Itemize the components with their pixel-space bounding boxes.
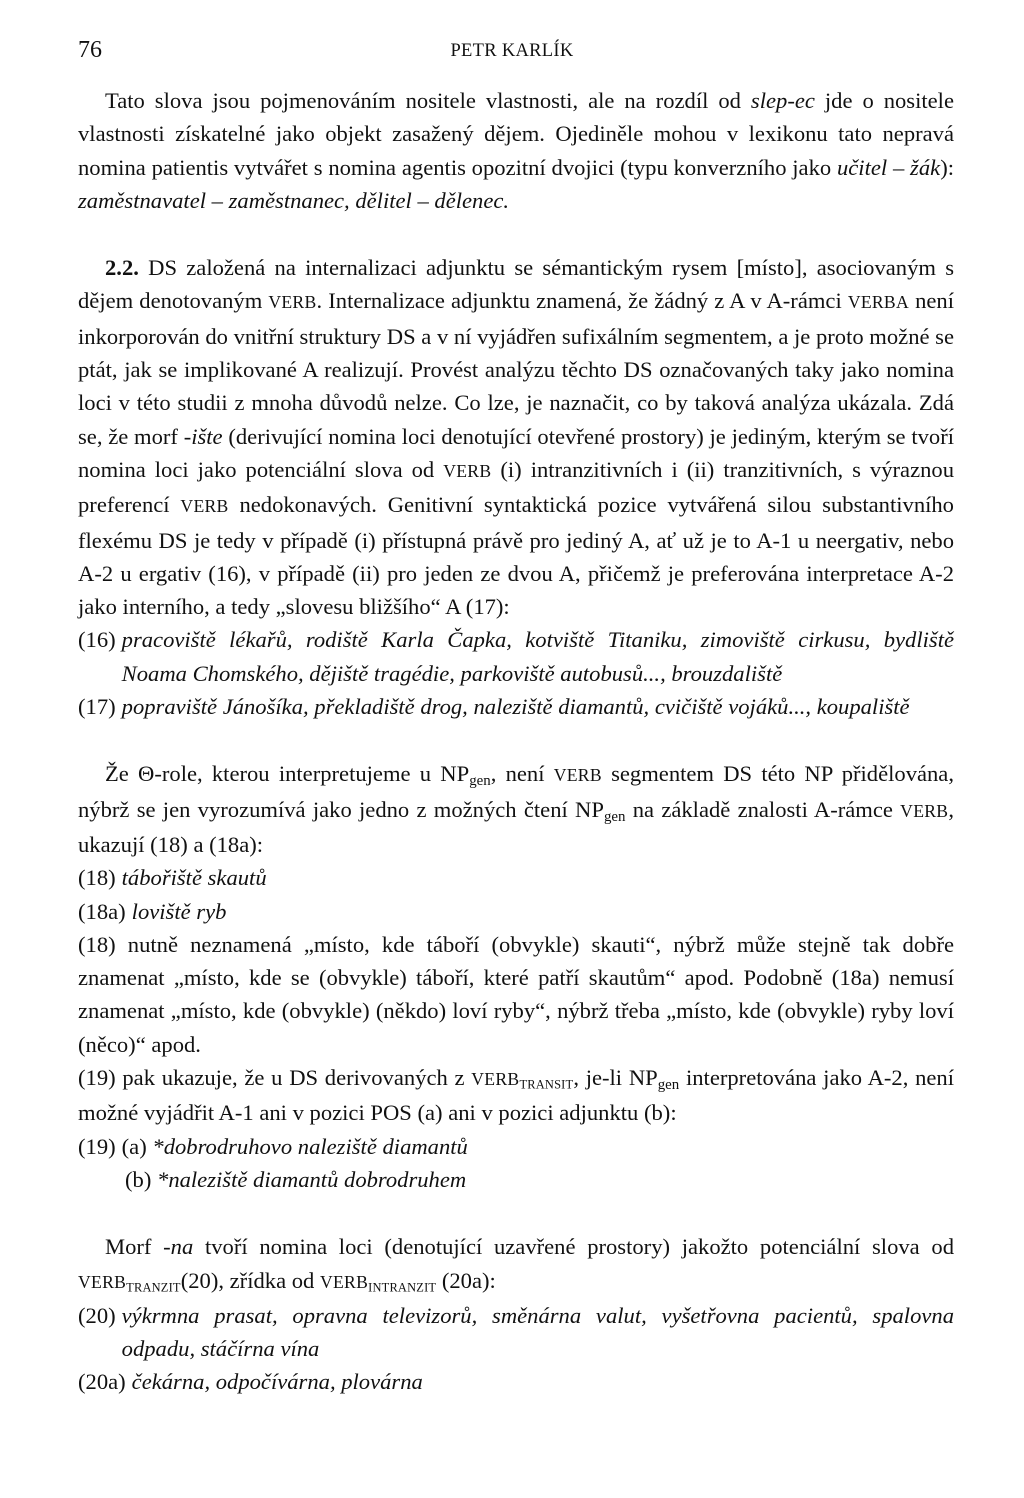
p5-text-c: interpretována jako A-2, není možné vyjádřit A-1 ani v pozici POS (a) ani v pozici adjunktu (b): [78,1065,954,1126]
example-text-b: *naleziště diamantů dobrodruhem [157,1166,467,1192]
p1-term-ucitel-zak: učitel – žák [836,154,941,180]
p2-verb-2: VERB [443,460,492,481]
p1-text-a: Tato slova jsou pojmenováním nositele vlastnosti, ale na rozdíl od [105,88,751,113]
example-17 [78,690,954,723]
p5-text-a: (19) pak ukazuje, že u DS derivovaných z [78,1065,472,1091]
p3-verb-1: VERB [553,765,602,786]
example-text: čekárna, odpočívárna, plovárna [131,1369,423,1395]
example-text: pracoviště lékařů, rodiště Karla Čapka, kotviště Titaniku, zimoviště cirkusu, bydliště Noama Chomského, dějiště tragédie, parkoviště autobusů..., brouzdaliště [121,627,954,686]
p6-verb-2: VERB [319,1271,369,1292]
example-text: tábořiště skautů [121,865,267,891]
example-18 [78,861,954,894]
p1-text-c: jde o nositele vlastnosti získatelné jako objekt zasažený dějem. Ojediněle mohou v lexikonu tato nepravá nomina patientis vytvářet s nomina agentis opozitní dvojici (typu konverzního jako [78,88,954,180]
p2-text-6: nedokonavých. Genitivní syntaktická pozice vytvářená silou substantivního flexému DS je tedy v případě (i) přístupná právě pro jediný A, ať už je to A-1 u neergativ, nebo A-2 u ergativ (16), v případě (ii) pro jeden ze dvou A, přičemž je preferována interpretace A-2 jako interního, a tedy „slovesu bližšího“ A (17): [78,492,954,620]
p2-text-5: (i) intranzitivních i (ii) tranzitivních, s výraznou preferencí [78,456,954,518]
example-20 [78,1299,954,1366]
page-body [78,84,954,1399]
p6-morf-na: -na [163,1234,194,1260]
paragraph-2 [78,251,954,623]
p3-text-b: , není [490,761,554,787]
example-label: (19) [78,1133,116,1159]
example-label: (16) [78,627,116,653]
p3-subscript-gen-2: gen [603,808,626,825]
paragraph-5 [78,1061,954,1130]
p2-morf-iste: -ište [183,423,223,449]
example-text-a: *dobrodruhovo naleziště diamantů [152,1133,468,1159]
p5-subscript-transit: TRANSIT [519,1077,574,1092]
p2-text-2: . Internalizace adjunktu znamená, že žádný z A v A-rámci [316,288,848,314]
p2-verb-3: VERB [180,496,229,517]
p3-text-d: na základě znalosti A-rámce [625,796,901,822]
example-19b [78,1163,954,1196]
example-text: popraviště Jánošíka, překladiště drog, naleziště diamantů, cvičiště vojáků..., koupaliště [121,694,910,720]
paragraph-1 [78,84,954,217]
example-sublabel-a: (a) [121,1133,147,1159]
p2-verb-1: VERB [268,292,317,313]
p3-text-a: Že Θ-role, kterou interpretujeme u NP [105,761,470,787]
paragraph-4: (18) nutně neznamená „místo, kde táboří (obvykle) skauti“, nýbrž může stejně tak dobře znamenat „místo, kde se (obvykle) táboří, které patří skautům“ apod. Podobně (18a) nemusí znamenat „místo, kde (obvykle) (někdo) loví ryby“, nýbrž třeba „místo, kde (obvykle) ryby loví (něco)“ apod. [78,931,954,1057]
p6-subscript-intranzit: INTRANZIT [368,1280,437,1295]
p5-subscript-gen: gen [657,1077,680,1094]
example-sublabel-b: (b) [125,1166,152,1192]
example-label: (17) [78,694,116,720]
p3-verb-2: VERB [900,800,949,821]
p6-text-d: (20a): [436,1267,496,1293]
p3-text-c: segmentem DS této NP přidělována, nýbrž se jen vyrozumívá jako jedno z možných čtení NP [78,761,954,822]
p5-text-b: , je-li NP [573,1065,658,1091]
example-20a [78,1365,954,1398]
example-text: loviště ryb [131,898,227,924]
example-19a [78,1130,954,1163]
example-label: (20a) [78,1369,126,1395]
p1-term-slepec: slep-ec [750,88,815,113]
p6-text-b: tvoří nomina loci (denotující uzavřené prostory) jakožto potenciální slova od [193,1234,954,1260]
example-text: výkrmna prasat, opravna televizorů, směnárna valut, vyšetřovna pacientů, spalovna odpadu, stáčírna vína [121,1302,954,1362]
example-16 [78,623,954,690]
p6-verb-1: VERB [78,1271,127,1292]
section-number: 2.2. [105,255,139,281]
p6-text-c: (20), zřídka od [180,1267,320,1293]
p2-verba: VERBA [847,292,909,313]
p5-verb: VERB [471,1069,520,1090]
p1-text-e: ): [940,154,954,180]
example-label: (18) [78,865,116,891]
p1-term-examples: zaměstnavatel – zaměstnanec, dělitel – dělenec. [78,187,510,213]
p2-text-3: není inkorporován do vnitřní struktury DS a v ní vyjádřen sufixálním segmentem, a je proto možné se ptát, jak se implikované A realizují. Provést analýzu těchto DS označovaných taky jako nomina loci v této studii z mnoha důvodů nelze. Co lze, je naznačit, co by taková analýza ukázala. Zdá se, že morf [78,288,954,449]
running-head: PETR KARLÍK [450,41,574,61]
example-label: (18a) [78,898,126,924]
paragraph-6 [78,1230,954,1299]
p2-text-1: DS založená na internalizaci adjunktu se sémantickým rysem [místo], asociovaným s dějem denotovaným [78,255,954,314]
p3-subscript-gen: gen [469,773,491,790]
p6-text-a: Morf [105,1234,164,1260]
example-18a [78,895,954,928]
paragraph-3 [78,757,954,861]
p6-subscript-tranzit: TRANZIT [126,1280,181,1295]
page-number: 76 [78,37,102,63]
p2-text-4: (derivující nomina loci denotující otevřené prostory) je jediným, kterým se tvoří nomina loci jako potenciální slova od [78,423,954,482]
p3-text-e: , ukazují (18) a (18a): [78,796,954,857]
example-label: (20) [78,1302,116,1328]
